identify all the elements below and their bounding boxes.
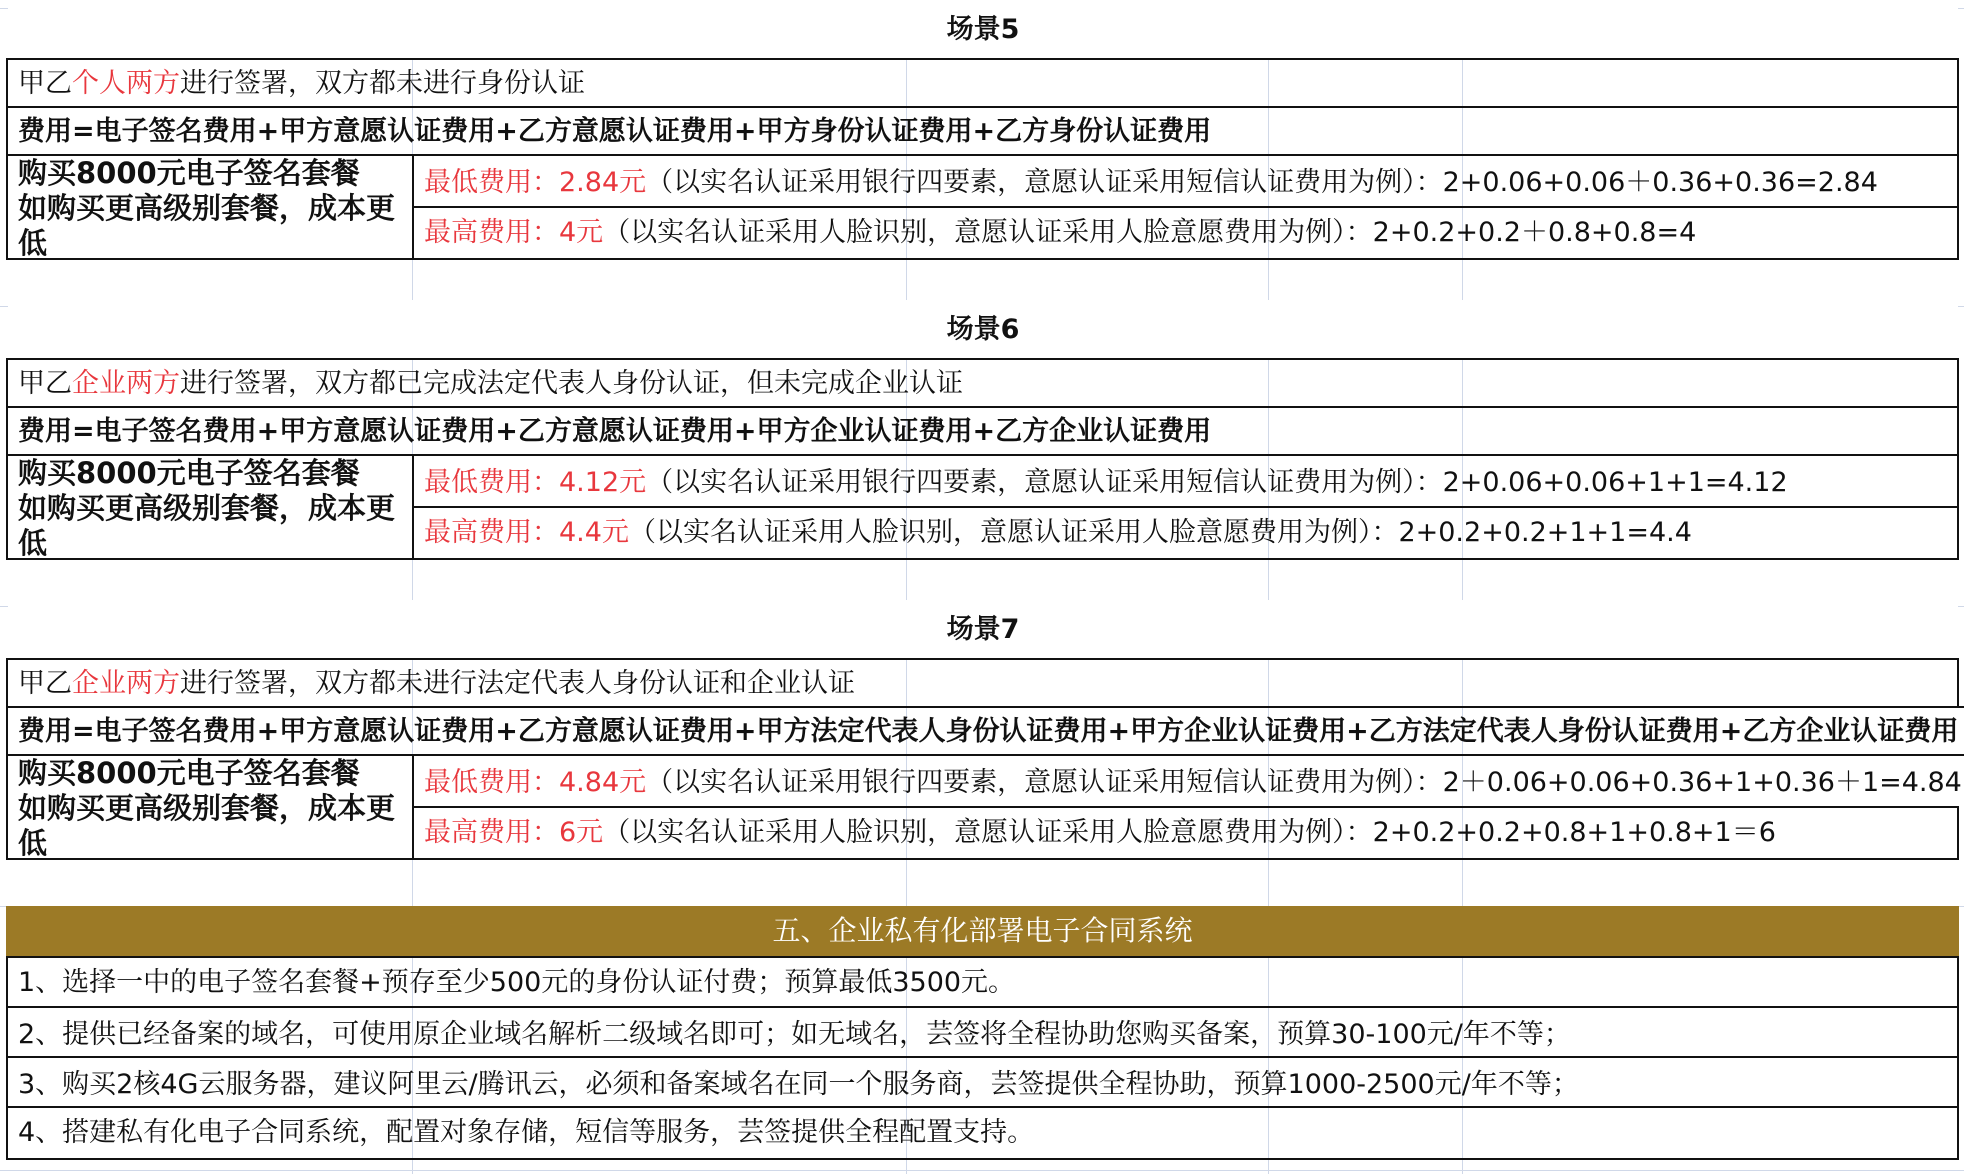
scene7-description[interactable] (6, 658, 1959, 708)
scene6-max-cost[interactable] (412, 506, 1959, 560)
scene6-title[interactable]: 场景6 (8, 300, 1958, 360)
scene7-package-line2: 如购买更高级别套餐，成本更低 (18, 791, 396, 860)
section5-item-1[interactable]: 1、选择一中的电子签名套餐+预存至少500元的身份认证付费；预算最低3500元。 (6, 956, 1959, 1008)
scene5-package[interactable] (6, 154, 414, 260)
scene5-max-cost-text: （以实名认证采用人脸识别，意愿认证采用人脸意愿费用为例）：2+0.2+0.2＋0.8+0.8=4 (603, 217, 1697, 248)
scene7-min-cost[interactable] (412, 754, 1964, 808)
scene6-max-cost-label: 最高费用：4.4元 (424, 517, 629, 548)
section5-item-3[interactable]: 3、购买2核4G云服务器，建议阿里云/腾讯云，必须和备案域名在同一个服务商，芸签提供全程协助，预算1000-2500元/年不等； (6, 1056, 1959, 1108)
scene5-min-cost-label: 最低费用：2.84元 (424, 167, 647, 198)
scene7-max-cost-text: （以实名认证采用人脸识别，意愿认证采用人脸意愿费用为例）：2+0.2+0.2+0.8+1+0.8+1＝6 (603, 817, 1776, 848)
scene7-formula[interactable]: 费用=电子签名费用+甲方意愿认证费用+乙方意愿认证费用+甲方法定代表人身份认证费用+甲方企业认证费用+乙方法定代表人身份认证费用+乙方企业认证费用 (6, 706, 1964, 756)
scene5-min-cost[interactable] (412, 154, 1959, 208)
scene6-min-cost-text: （以实名认证采用银行四要素，意愿认证采用短信认证费用为例）：2+0.06+0.06+1+1=4.12 (646, 467, 1788, 498)
scene6-package-line1: 购买8000元电子签名套餐 (18, 456, 360, 490)
scene6-package-line2: 如购买更高级别套餐，成本更低 (18, 491, 396, 560)
scene7-desc-highlight: 企业两方 (72, 668, 180, 699)
scene7-package-line1: 购买8000元电子签名套餐 (18, 756, 360, 790)
scene5-desc-post: 进行签署，双方都未进行身份认证 (180, 68, 585, 99)
scene7-package[interactable] (6, 754, 414, 860)
scene6-desc-pre: 甲乙 (18, 368, 72, 399)
scene5-formula[interactable]: 费用=电子签名费用+甲方意愿认证费用+乙方意愿认证费用+甲方身份认证费用+乙方身份认证费用 (6, 106, 1959, 156)
scene7-min-cost-label: 最低费用：4.84元 (424, 767, 647, 798)
section5-item-4[interactable]: 4、搭建私有化电子合同系统，配置对象存储，短信等服务，芸签提供全程配置支持。 (6, 1106, 1959, 1160)
scene6-formula[interactable]: 费用=电子签名费用+甲方意愿认证费用+乙方意愿认证费用+甲方企业认证费用+乙方企业认证费用 (6, 406, 1959, 456)
scene5-package-line2: 如购买更高级别套餐，成本更低 (18, 191, 396, 260)
scene6-max-cost-text: （以实名认证采用人脸识别，意愿认证采用人脸意愿费用为例）：2+0.2+0.2+1+1=4.4 (628, 517, 1692, 548)
scene5-package-line1: 购买8000元电子签名套餐 (18, 156, 360, 190)
scene7-title[interactable]: 场景7 (8, 600, 1958, 660)
scene6-desc-highlight: 企业两方 (72, 368, 180, 399)
scene5-desc-pre: 甲乙 (18, 68, 72, 99)
scene5-min-cost-text: （以实名认证采用银行四要素，意愿认证采用短信认证费用为例）：2+0.06+0.06＋0.36+0.36=2.84 (646, 167, 1878, 198)
scene6-min-cost[interactable] (412, 454, 1959, 508)
scene5-desc-highlight: 个人两方 (72, 68, 180, 99)
scene7-max-cost[interactable] (412, 806, 1959, 860)
scene5-title[interactable]: 场景5 (8, 0, 1958, 60)
scene7-min-cost-text: （以实名认证采用银行四要素，意愿认证采用短信认证费用为例）：2＋0.06+0.06+0.36+1+0.36＋1=4.84 (646, 767, 1962, 798)
scene7-desc-pre: 甲乙 (18, 668, 72, 699)
grid-row-line (0, 1170, 1964, 1171)
scene5-max-cost[interactable] (412, 206, 1959, 260)
section5-item-2[interactable]: 2、提供已经备案的域名，可使用原企业域名解析二级域名即可；如无域名，芸签将全程协助您购买备案，预算30-100元/年不等； (6, 1006, 1959, 1058)
scene6-min-cost-label: 最低费用：4.12元 (424, 467, 647, 498)
scene5-max-cost-label: 最高费用：4元 (424, 217, 604, 248)
scene6-package[interactable] (6, 454, 414, 560)
scene7-desc-post: 进行签署，双方都未进行法定代表人身份认证和企业认证 (180, 668, 855, 699)
scene6-desc-post: 进行签署，双方都已完成法定代表人身份认证，但未完成企业认证 (180, 368, 963, 399)
scene7-max-cost-label: 最高费用：6元 (424, 817, 604, 848)
scene6-description[interactable] (6, 358, 1959, 408)
section5-banner[interactable]: 五、企业私有化部署电子合同系统 (6, 906, 1959, 956)
scene5-description[interactable] (6, 58, 1959, 108)
